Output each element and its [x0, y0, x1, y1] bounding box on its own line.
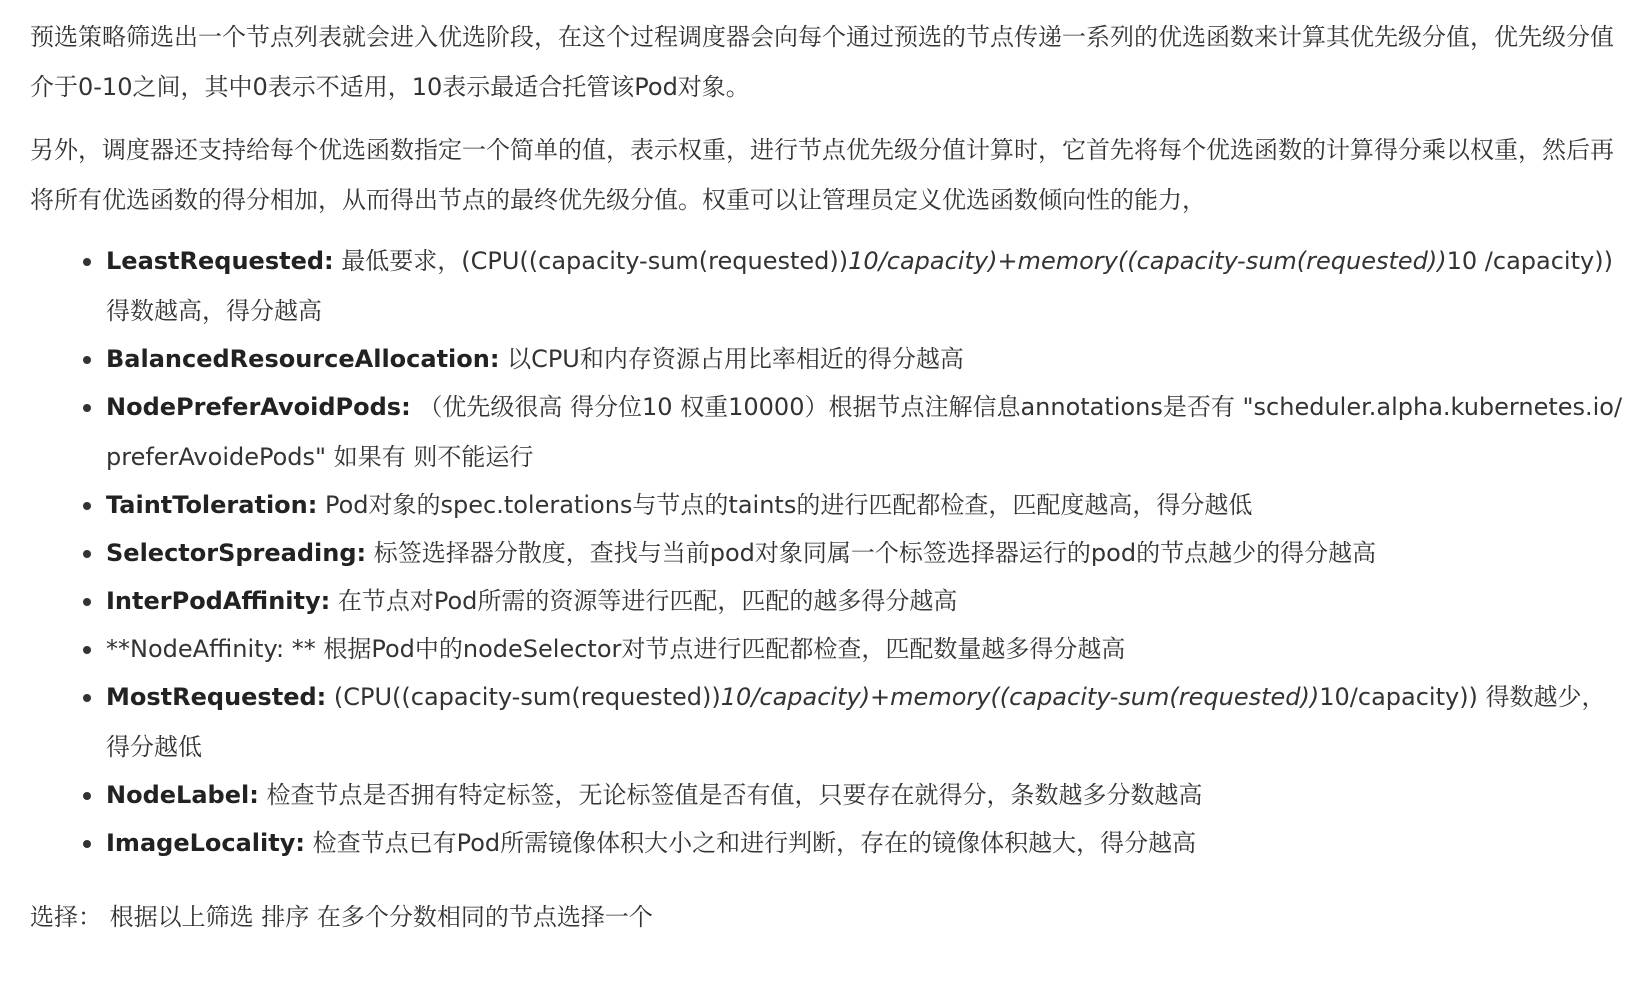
- list-item-term: LeastRequested:: [106, 247, 334, 275]
- list-item-inter-pod-affinity: [106, 576, 1626, 626]
- list-item-term: ImageLocality:: [106, 829, 305, 857]
- list-item-text: 以CPU和内存资源占用比率相近的得分越高: [499, 345, 964, 373]
- list-item-least-requested: [106, 236, 1626, 336]
- list-item-image-locality: [106, 818, 1626, 868]
- list-item-text: Pod对象的spec.tolerations与节点的taints的进行匹配都检查，匹配度越高，得分越低: [317, 491, 1253, 519]
- list-item-node-prefer-avoid-pods: [106, 382, 1626, 482]
- list-item-text: （优先级很高 得分位10 权重10000）根据节点注解信息annotations是否有 "scheduler.alpha.kubernetes.io/preferAvoidePods" 如果有 则不能运行: [106, 393, 1623, 471]
- paragraph-weights: 另外，调度器还支持给每个优选函数指定一个简单的值，表示权重，进行节点优先级分值计算时，它首先将每个优选函数的计算得分乘以权重，然后再将所有优选函数的得分相加，从而得出节点的最终优先级分值。权重可以让管理员定义优选函数倾向性的能力，: [30, 136, 1614, 214]
- list-item-term: InterPodAffinity:: [106, 587, 331, 615]
- list-item-most-requested: [106, 672, 1626, 772]
- list-item-node-affinity: [106, 624, 1626, 674]
- list-item-italic: 10/capacity)+memory((capacity-sum(requested)): [720, 683, 1320, 711]
- list-item-text: 在节点对Pod所需的资源等进行匹配，匹配的越多得分越高: [330, 587, 958, 615]
- list-item-selector-spreading: [106, 528, 1626, 578]
- list-item-text-tail: 10 /capacity)) 得数越高，得分越高: [106, 247, 1613, 325]
- list-item-node-label: [106, 770, 1626, 820]
- paragraph-selection: 选择： 根据以上筛选 排序 在多个分数相同的节点选择一个: [30, 903, 653, 931]
- priority-function-list: [30, 236, 1626, 866]
- list-item-term: NodeLabel:: [106, 781, 259, 809]
- list-item-text: (CPU((capacity-sum(requested)): [326, 683, 721, 711]
- list-item-term: NodePreferAvoidPods:: [106, 393, 411, 421]
- list-item-text: 最低要求，(CPU((capacity-sum(requested)): [333, 247, 849, 275]
- list-item-balanced-resource-allocation: [106, 334, 1626, 384]
- paragraph-intro: 预选策略筛选出一个节点列表就会进入优选阶段，在这个过程调度器会向每个通过预选的节点传递一系列的优选函数来计算其优先级分值，优先级分值介于0-10之间，其中0表示不适用，10表示最适合托管该Pod对象。: [30, 23, 1614, 101]
- list-item-text: 检查节点是否拥有特定标签，无论标签值是否有值，只要存在就得分，条数越多分数越高: [258, 781, 1203, 809]
- list-item-taint-toleration: [106, 480, 1626, 530]
- list-item-text: **NodeAffinity: ** 根据Pod中的nodeSelector对节点进行匹配都检查，匹配数量越多得分越高: [106, 635, 1126, 663]
- list-item-term: SelectorSpreading:: [106, 539, 367, 567]
- list-item-term: BalancedResourceAllocation:: [106, 345, 500, 373]
- list-item-text: 检查节点已有Pod所需镜像体积大小之和进行判断，存在的镜像体积越大，得分越高: [304, 829, 1197, 857]
- list-item-term: TaintToleration:: [106, 491, 318, 519]
- list-item-text-tail: 10/capacity)) 得数越少，得分越低: [106, 683, 1606, 761]
- list-item-italic: 10/capacity)+memory((capacity-sum(requested)): [848, 247, 1447, 275]
- list-item-text: 标签选择器分散度，查找与当前pod对象同属一个标签选择器运行的pod的节点越少的得分越高: [366, 539, 1377, 567]
- list-item-term: MostRequested:: [106, 683, 327, 711]
